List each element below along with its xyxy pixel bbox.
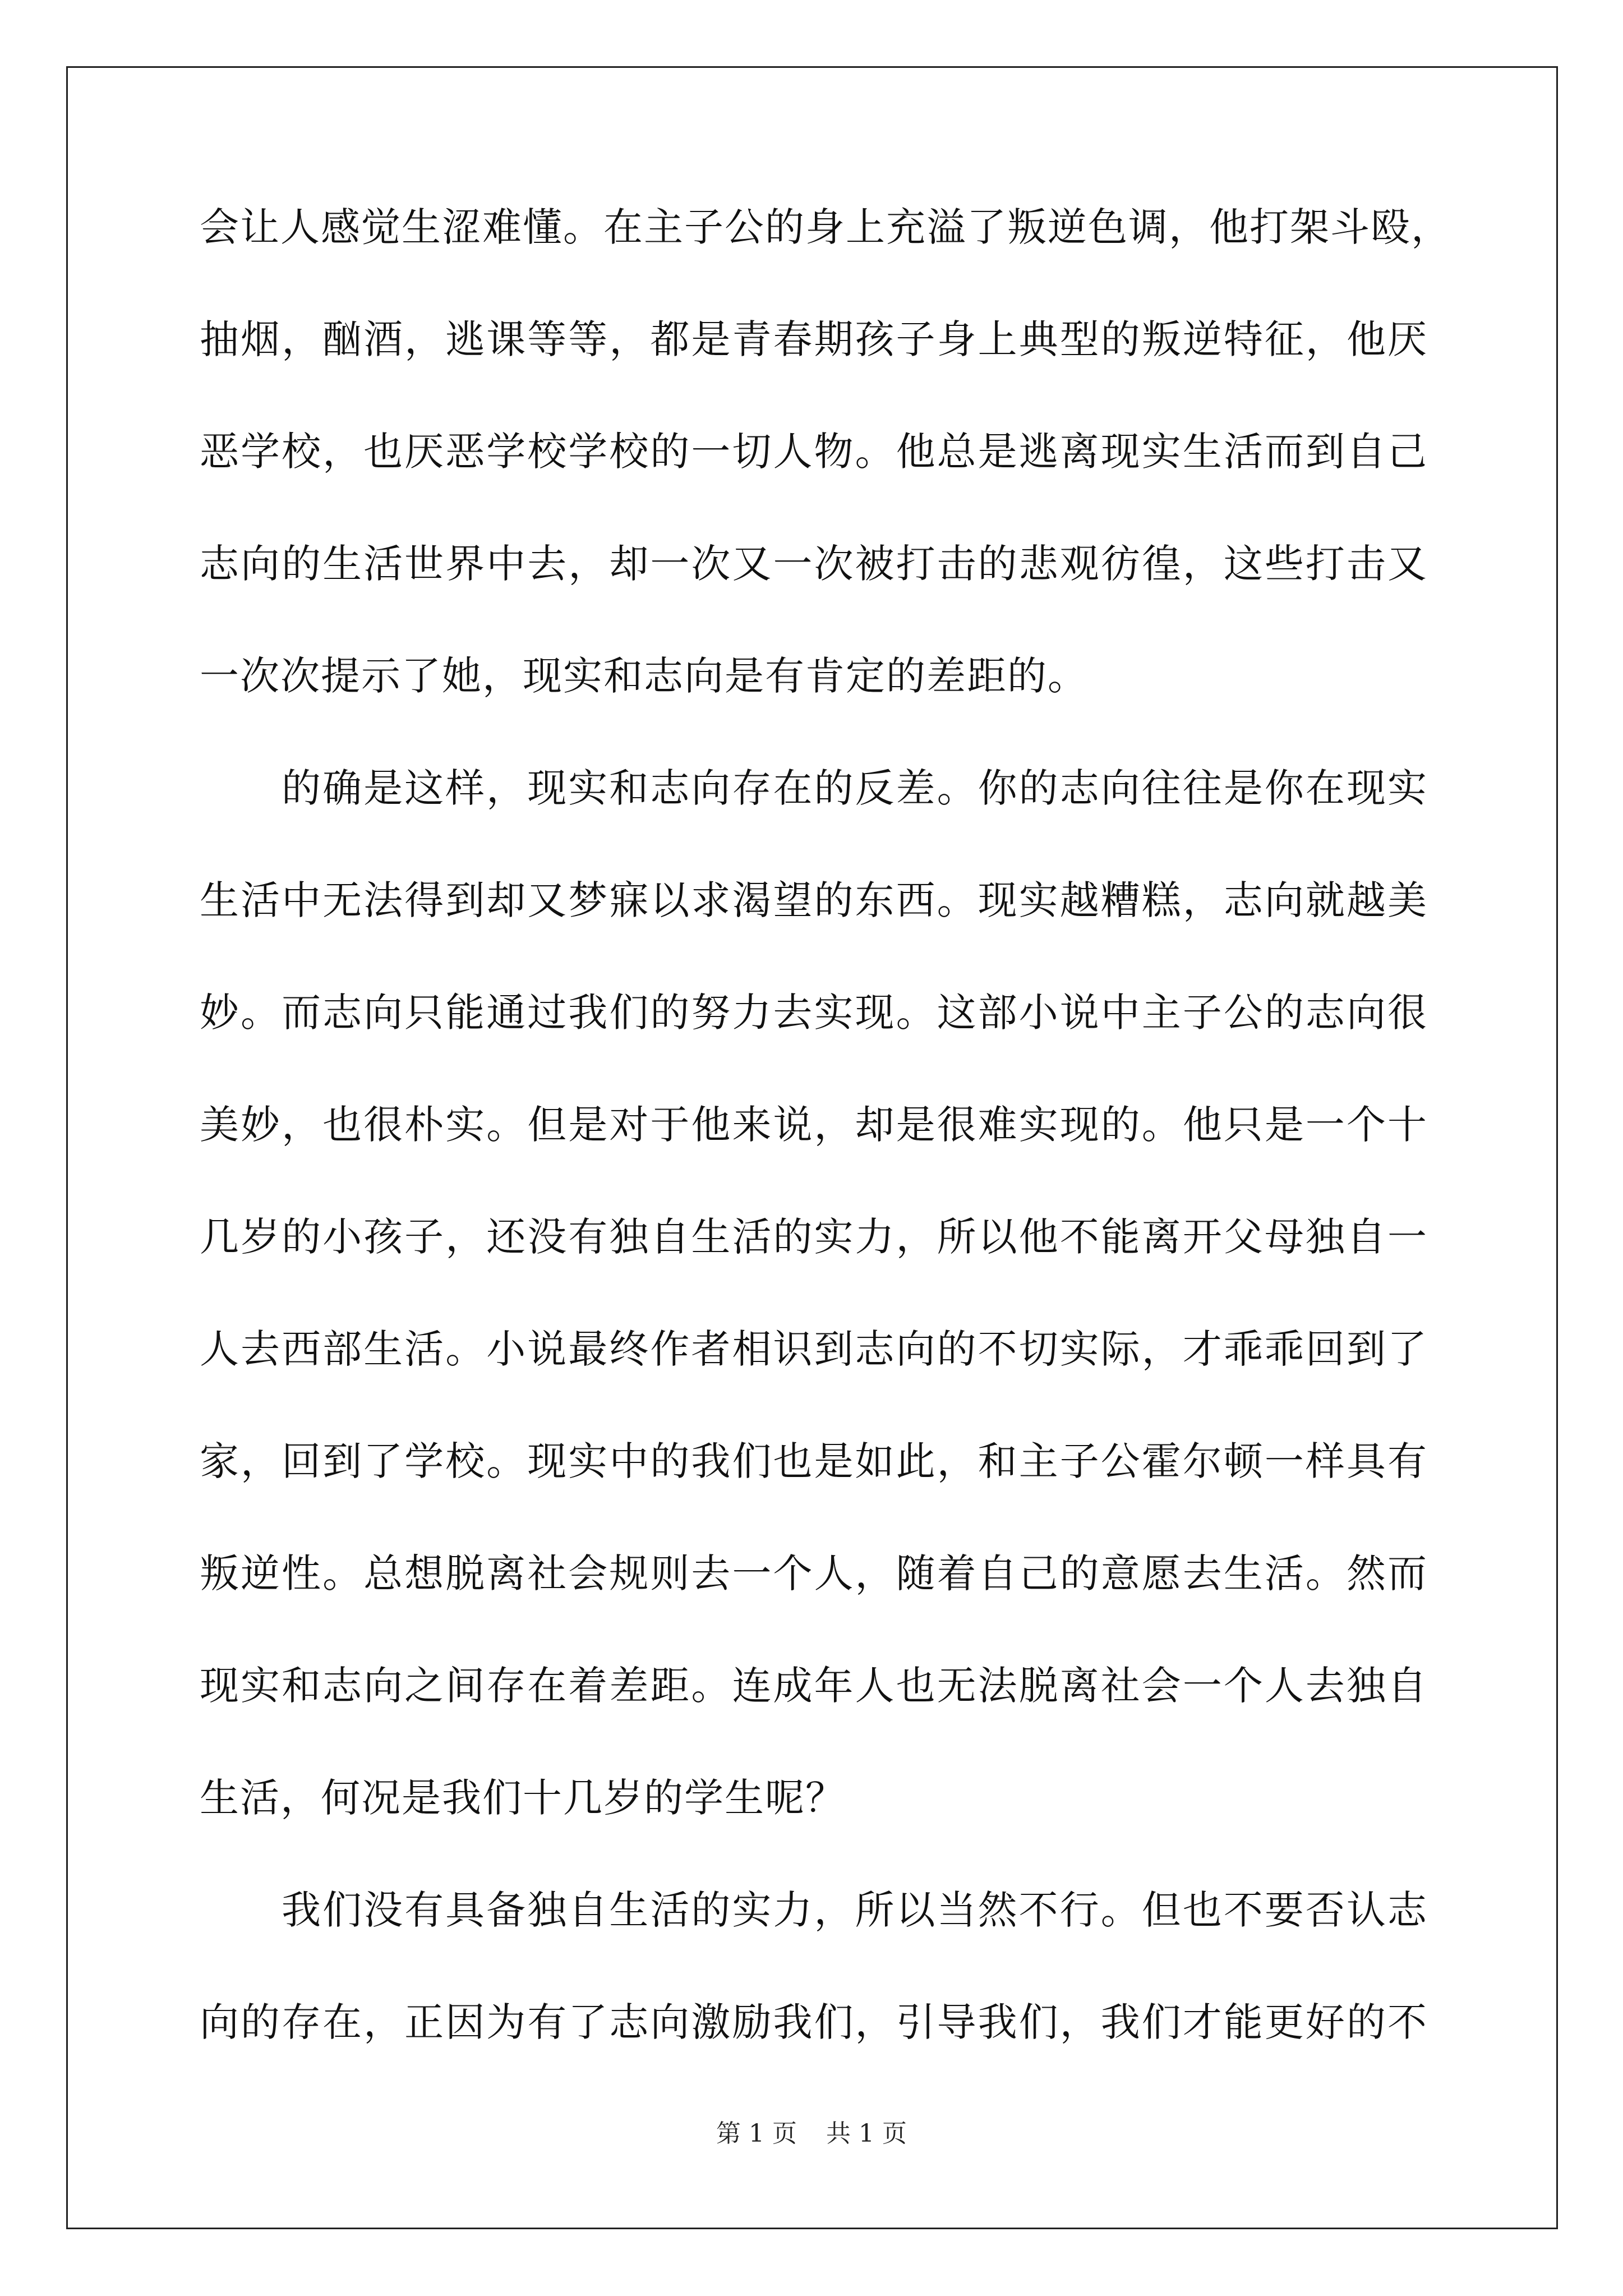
- text-line: 生活中无法得到却又梦寐以求渴望的东西。现实越糟糕，志向就越美: [200, 877, 1428, 923]
- text-line: 生活，何况是我们十几岁的学生呢？: [200, 1775, 846, 1821]
- page-footer: [0, 2118, 1623, 2150]
- text-line: 志向的生活世界中去，却一次又一次被打击的悲观彷徨，这些打击又: [200, 541, 1428, 587]
- text-line: 几岁的小孩子，还没有独自生活的实力，所以他不能离开父母独自一: [200, 1214, 1428, 1260]
- text-line: 恶学校，也厌恶学校学校的一切人物。他总是逃离现实生活而到自己: [200, 429, 1428, 475]
- page-total: 共 1 页: [826, 2119, 907, 2148]
- text-line: 人去西部生活。小说最终作者相识到志向的不切实际，才乖乖回到了: [200, 1326, 1428, 1372]
- paragraph-first-line: 我们没有具备独自生活的实力，所以当然不行。但也不要否认志: [282, 1887, 1428, 1933]
- text-line: 会让人感觉生涩难懂。在主子公的身上充溢了叛逆色调，他打架斗殴，: [200, 204, 1451, 250]
- text-line: 妙。而志向只能通过我们的努力去实现。这部小说中主子公的志向很: [200, 990, 1428, 1036]
- text-line: 一次次提示了她，现实和志向是有肯定的差距的。: [200, 653, 1088, 699]
- text-line: 家，回到了学校。现实中的我们也是如此，和主子公霍尔顿一样具有: [200, 1438, 1428, 1484]
- text-line: 向的存在，正因为有了志向激励我们，引导我们，我们才能更好的不: [200, 1999, 1428, 2045]
- text-line: 现实和志向之间存在着差距。连成年人也无法脱离社会一个人去独自: [200, 1663, 1428, 1709]
- text-line: 美妙，也很朴实。但是对于他来说，却是很难实现的。他只是一个十: [200, 1102, 1428, 1148]
- paragraph-first-line: 的确是这样，现实和志向存在的反差。你的志向往往是你在现实: [282, 765, 1428, 811]
- text-line: 抽烟，酗酒，逃课等等，都是青春期孩子身上典型的叛逆特征，他厌: [200, 316, 1428, 362]
- page-number: 第 1 页: [716, 2119, 797, 2148]
- text-line: 叛逆性。总想脱离社会规则去一个人，随着自己的意愿去生活。然而: [200, 1550, 1428, 1596]
